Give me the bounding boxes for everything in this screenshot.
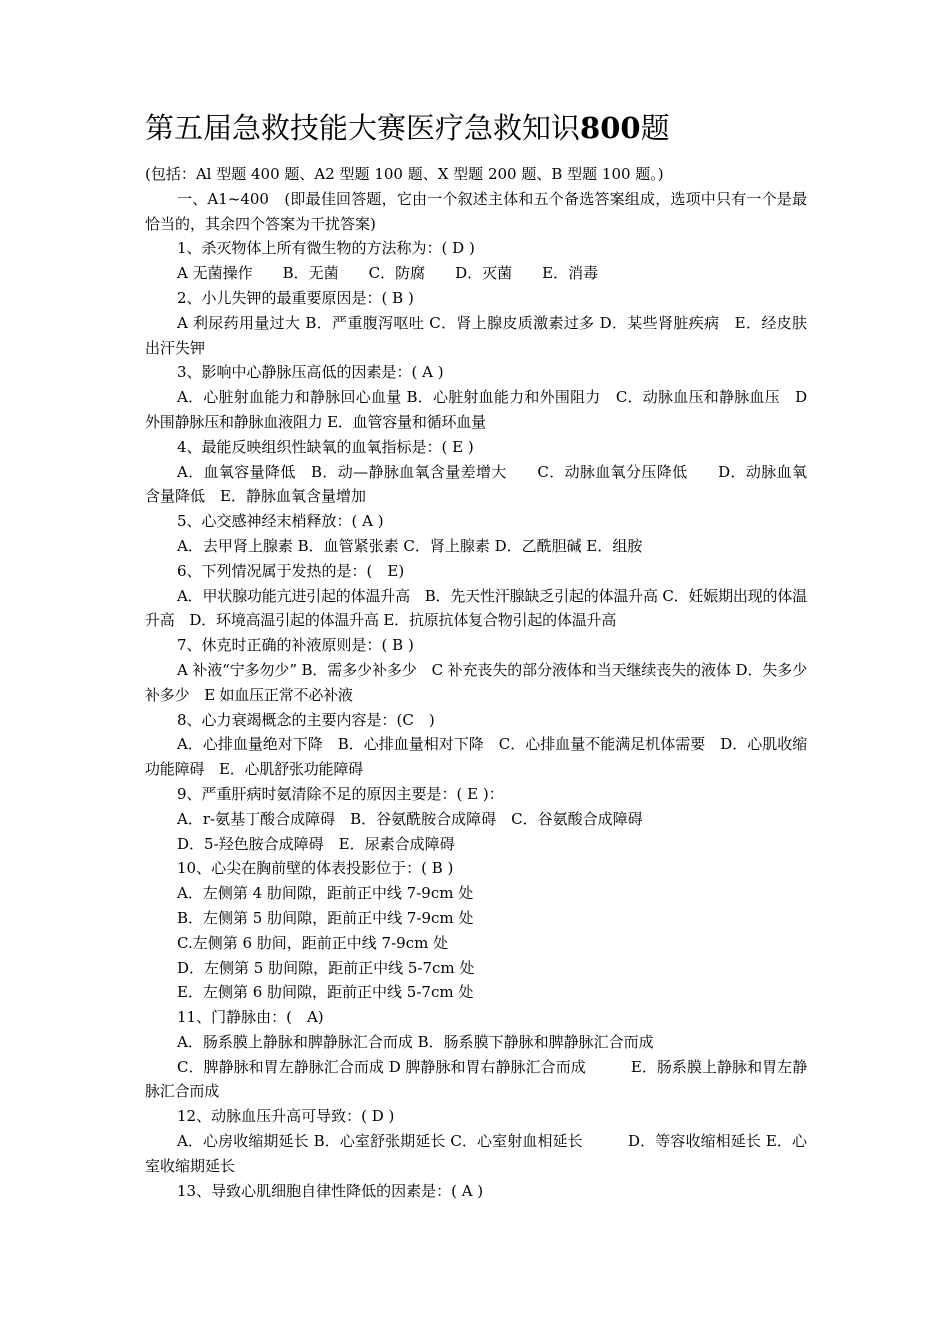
question-stem: 11、门静脉由：( A) [177,1008,324,1027]
question-options: A 补液“宁多勿少” B．需多少补多少 C 补充丧失的部分液体和当天继续丧失的液体 D．失多少补多少 E 如血压正常不必补液 [145,660,807,704]
question-options: A．r-氨基丁酸合成障碍 B．谷氨酰胺合成障碍 C．谷氨酸合成障碍 [177,809,643,828]
question-stem: 12、动脉血压升高可导致：( D ) [177,1107,395,1126]
question-stem: 5、心交感神经末梢释放：( A ) [177,512,384,531]
title-suffix: 题 [640,111,670,145]
question-stem: 7、休克时正确的补液原则是：( B ) [177,636,414,655]
question-options: A．去甲肾上腺素 B．血管紧张素 C．肾上腺素 D．乙酰胆碱 E．组胺 [177,536,643,555]
question-stem: 8、心力衰竭概念的主要内容是：(C ) [177,710,435,729]
document-title [145,108,807,148]
question-stem: 4、最能反映组织性缺氧的血氧指标是：( E ) [177,437,474,456]
question-options: A．心脏射血能力和静脉回心血量 B．心脏射血能力和外围阻力 C．动脉血压和静脉血压 D 外围静脉压和静脉血液阻力 E．血管容量和循环血量 [145,388,807,431]
intro-line: (包括：Al 型题 400 题、A2 型题 100 题、X 型题 200 题、B 型题 100 题。) [145,165,664,183]
question-options: A 利尿药用量过大 B．严重腹泻呕吐 C．肾上腺皮质激素过多 D．某些肾脏疾病 E．经皮肤出汗失钾 [145,313,807,357]
question-option-a: A．左侧第 4 肋间隙，距前正中线 7-9cm 处 [177,884,474,903]
question-options: A．心排血量绝对下降 B．心排血量相对下降 C．心排血量不能满足机体需要 D．心肌收缩功能障碍 E．心肌舒张功能障碍 [145,735,807,779]
question-stem: 10、心尖在胸前壁的体表投影位于：( B ) [177,859,454,878]
question-options: A．血氧容量降低 B．动—静脉血氧含量差增大 C．动脉血氧分压降低 D．动脉血氧含量降低 E．静脉血氧含量增加 [145,462,807,506]
title-text: 第五届急救技能大赛医疗急救知识 [145,111,581,145]
question-options: C．脾静脉和胃左静脉汇合而成 D 脾静脉和胃右静脉汇合而成 E．肠系膜上静脉和胃左静脉汇合而成 [145,1057,807,1101]
question-options: A 无菌操作 B．无菌 C．防腐 D．灭菌 E．消毒 [177,264,599,283]
document-page [145,108,807,1203]
question-stem: 2、小儿失钾的最重要原因是：( B ) [177,288,414,307]
question-stem: 3、影响中心静脉压高低的因素是：( A ) [177,363,444,382]
question-options: A．肠系膜上静脉和脾静脉汇合而成 B．肠系膜下静脉和脾静脉汇合而成 [177,1032,654,1051]
question-stem: 6、下列情况属于发热的是：( E) [177,561,405,580]
question-options: A．甲状腺功能亢进引起的体温升高 B．先天性汗腺缺乏引起的体温升高 C．妊娠期出现的体温升高 D．环境高温引起的体温升高 E．抗原抗体复合物引起的体温升高 [145,586,807,630]
question-stem: 13、导致心肌细胞自律性降低的因素是：( A ) [177,1181,484,1200]
question-stem: 1、杀灭物体上所有微生物的方法称为：( D ) [177,239,475,258]
question-options: D．5-羟色胺合成障碍 E．尿素合成障碍 [177,834,455,853]
question-option-e: E．左侧第 6 肋间隙，距前正中线 5-7cm 处 [177,983,474,1002]
question-options: A．心房收缩期延长 B．心室舒张期延长 C．心室射血相延长 D．等容收缩相延长 E．心室收缩期延长 [145,1132,807,1175]
question-option-c: C.左侧第 6 肋间，距前正中线 7-9cm 处 [177,933,449,952]
question-option-d: D．左侧第 5 肋间隙，距前正中线 5-7cm 处 [177,958,475,977]
section-heading: 一、A1~400 (即最佳回答题，它由一个叙述主体和五个备选答案组成，选项中只有一个是最恰当的，其余四个答案为干扰答案) [145,189,807,233]
question-option-b: B．左侧第 5 肋间隙，距前正中线 7-9cm 处 [177,908,474,927]
title-number: 800 [580,111,641,145]
question-stem: 9、严重肝病时氨清除不足的原因主要是：( E )： [177,784,504,803]
